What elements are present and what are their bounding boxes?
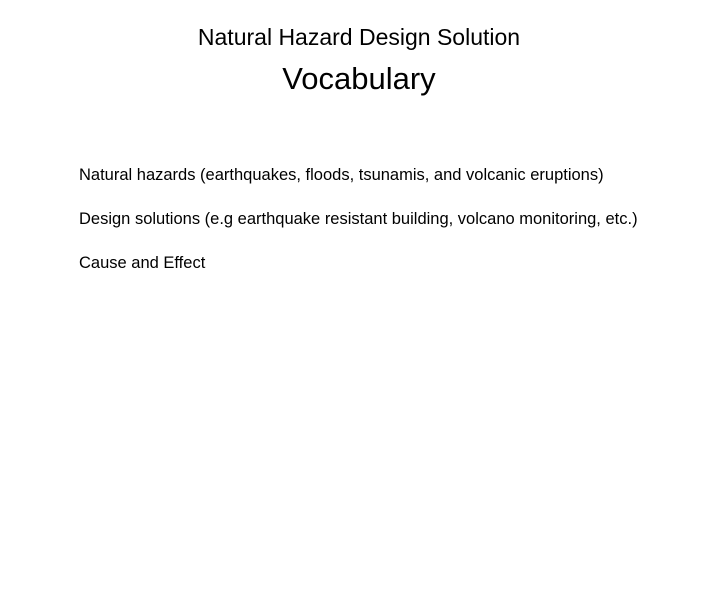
slide-title: Vocabulary bbox=[282, 61, 436, 96]
vocabulary-list bbox=[79, 163, 639, 295]
slide-subtitle: Natural Hazard Design Solution bbox=[197, 24, 521, 50]
vocabulary-item-design-solutions: Design solutions (e.g earthquake resistant building, volcano monitoring, etc.) bbox=[79, 210, 638, 228]
vocabulary-item-cause-and-effect: Cause and Effect bbox=[79, 254, 206, 272]
vocabulary-item-natural-hazards: Natural hazards (earthquakes, floods, tsunamis, and volcanic eruptions) bbox=[79, 166, 604, 184]
